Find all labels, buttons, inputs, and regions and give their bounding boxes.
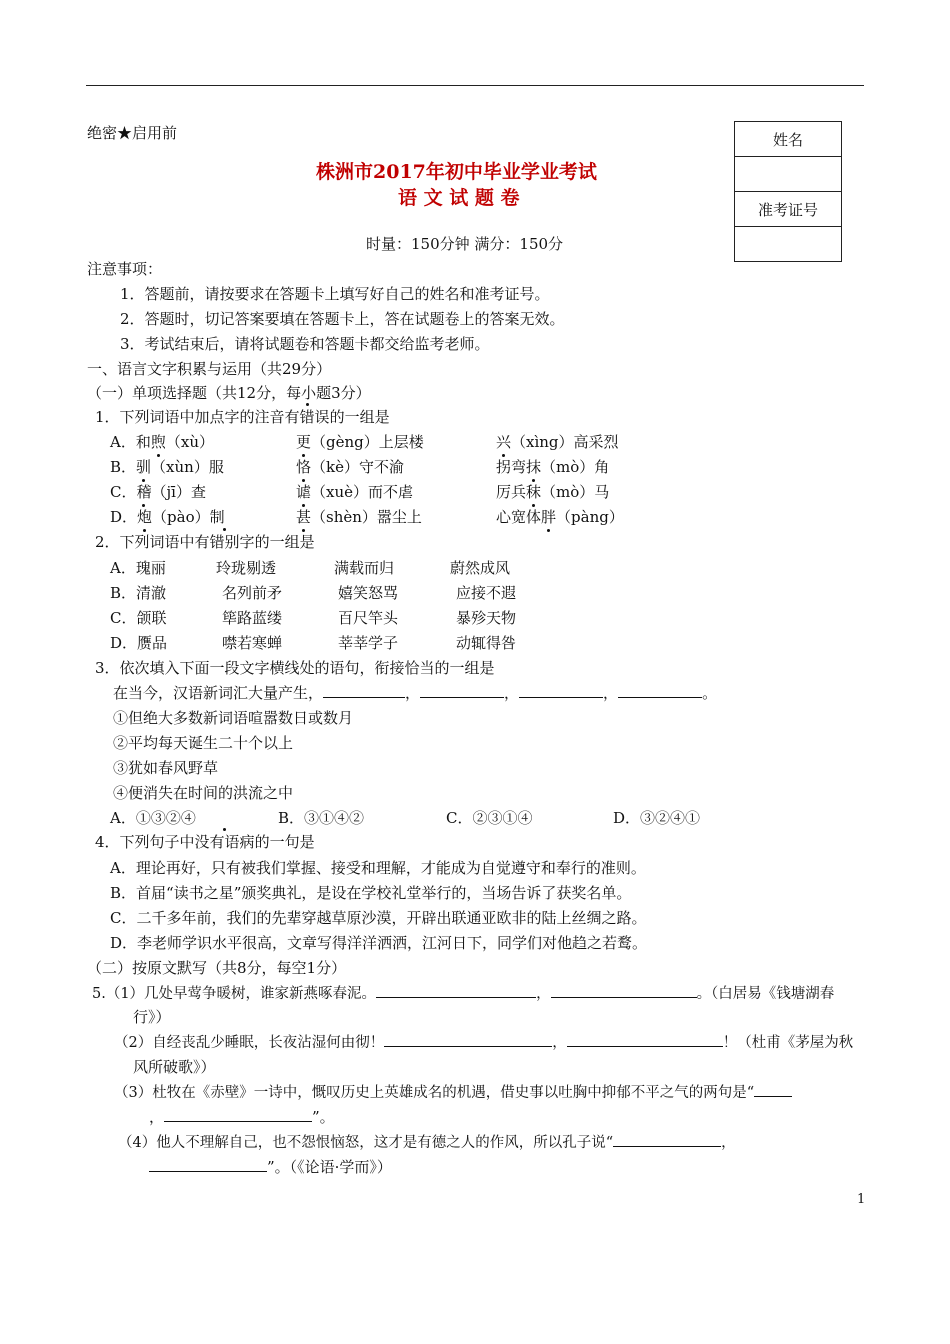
q5-item3-line2: ， ”。: [149, 1108, 335, 1126]
notes-heading: 注意事项：: [87, 260, 163, 278]
secret-label: 绝密★启用前: [87, 124, 178, 142]
q1-option-b-item3: 拐弯抹（mò）角: [496, 458, 610, 476]
q3-option-b: B．③①④②: [278, 809, 365, 827]
q3-passage: 在当今，汉语新词汇大量产生， ， ， ， 。: [113, 684, 718, 702]
q2-word: 玲珑剔透: [216, 559, 277, 577]
q4-stem: 4．下列句子中没有语病的一句是: [95, 833, 315, 851]
q2-word: 应接不遐: [456, 584, 517, 602]
q2-word: 满载而归: [334, 559, 395, 577]
q5-item2-source: 风所破歌》）: [133, 1058, 216, 1076]
q5-item2: （2）自经丧乱少睡眠，长夜沾湿何由彻！ ， ！（杜甫《茅屋为秋: [114, 1031, 853, 1052]
q3-option-c: C．②③①④: [446, 809, 533, 827]
q1-option-b: B．驯（xùn）服: [110, 458, 224, 476]
q2-word: 莘莘学子: [338, 634, 399, 652]
q3-stem: 3．依次填入下面一段文字横线处的语句，衔接恰当的一组是: [95, 659, 495, 677]
q1-option-a-item3: 兴（xìng）高采烈: [496, 433, 619, 451]
note-item: 3．考试结束后，请将试题卷和答题卡都交给监考老师。: [120, 335, 490, 353]
q1-option-a: A．和煦（xù）: [110, 433, 214, 451]
q2-stem: 2．下列词语中有错别字的一组是: [95, 533, 315, 551]
q1-option-c-item2: 谑（xuè）而不虐: [296, 483, 414, 501]
candidate-info-box: [734, 121, 842, 262]
q2-word: 动辄得咎: [456, 634, 517, 652]
top-rule: [86, 85, 864, 86]
q2-option-c: C．颌联: [110, 609, 167, 627]
q3-sentence: ③犹如春风野草: [113, 759, 219, 777]
exam-time: 时量：150分钟 满分：150分: [366, 235, 564, 253]
q2-word: 暴殄天物: [456, 609, 517, 627]
q3-option-d: D．③②④①: [613, 809, 701, 827]
note-item: 2．答题时，切记答案要填在答题卡上，答在试题卷上的答案无效。: [120, 310, 565, 328]
q3-sentence: ①但绝大多数新词语喧嚣数日或数月: [113, 709, 354, 727]
part2-title: （二）按原文默写（共8分，每空1分）: [87, 959, 347, 977]
name-label: 姓名: [735, 122, 842, 157]
q2-word: 嬉笑怒骂: [338, 584, 399, 602]
q2-word: 蔚然成风: [450, 559, 511, 577]
exam-id-field: [735, 227, 842, 262]
q2-option-a: A．瑰丽: [110, 559, 166, 577]
q3-option-a: A．①③②④: [110, 809, 196, 827]
q2-word: 筚路蓝缕: [222, 609, 283, 627]
q5-item4: （4）他人不理解自己，也不怨恨恼怒，这才是有德之人的作风，所以孔子说“ ，: [118, 1131, 736, 1152]
q1-option-c: C．稽（jī）查: [110, 483, 206, 501]
part1-title: （一）单项选择题（共12分，每小题3分）: [87, 384, 371, 402]
q4-option-a: A．理论再好，只有被我们掌握、接受和理解，才能成为自觉遵守和奉行的准则。: [110, 859, 646, 877]
q1-option-d-item2: 甚（shèn）嚣尘上: [296, 508, 422, 526]
q4-option-b: B．首届“读书之星”颁奖典礼，是设在学校礼堂举行的，当场告诉了获奖名单。: [110, 884, 632, 902]
q2-word: 百尺竿头: [338, 609, 399, 627]
q1-option-b-item2: 恪（kè）守不渝: [296, 458, 404, 476]
q1-option-a-item2: 更（gèng）上层楼: [296, 433, 424, 451]
page-number: 1: [857, 1192, 866, 1207]
q5-item1-source: 行》）: [133, 1008, 171, 1026]
exam-subtitle: 语 文 试 题 卷: [398, 187, 520, 209]
q5-item3: （3）杜牧在《赤壁》一诗中，慨叹历史上英雄成名的机遇，借史事以吐胸中抑郁不平之气的两句是“: [114, 1081, 792, 1102]
q1-option-d: D．炮（pào）制: [110, 508, 225, 526]
q1-option-d-item3: 心宽体胖（pàng）: [496, 508, 624, 526]
q5-item1: 5.（1）几处早莺争暖树，谁家新燕啄春泥。 ， 。（白居易《钱塘湖春: [92, 982, 834, 1003]
q1-stem: 1．下列词语中加点字的注音有错误的一组是: [95, 408, 390, 426]
q2-word: 名列前矛: [222, 584, 283, 602]
exam-title: 株洲市2017年初中毕业学业考试: [316, 161, 597, 183]
q3-sentence: ④便消失在时间的洪流之中: [113, 784, 294, 802]
q3-sentence: ②平均每天诞生二十个以上: [113, 734, 294, 752]
q4-option-c: C．二千多年前，我们的先辈穿越草原沙漠，开辟出联通亚欧非的陆上丝绸之路。: [110, 909, 647, 927]
section1-title: 一、语言文字积累与运用（共29分）: [87, 360, 332, 378]
q2-word: 噤若寒蝉: [222, 634, 283, 652]
exam-id-label: 准考证号: [735, 192, 842, 227]
q4-option-d: D．李老师学识水平很高，文章写得洋洋洒洒，江河日下，同学们对他趋之若鹜。: [110, 934, 648, 952]
q2-option-b: B．清澈: [110, 584, 167, 602]
note-item: 1．答题前，请按要求在答题卡上填写好自己的姓名和准考证号。: [120, 285, 550, 303]
q1-option-c-item3: 厉兵秣（mò）马: [496, 483, 610, 501]
name-field: [735, 157, 842, 192]
q5-item4-line2: ”。（《论语·学而》）: [149, 1156, 392, 1177]
q2-option-d: D．赝品: [110, 634, 168, 652]
